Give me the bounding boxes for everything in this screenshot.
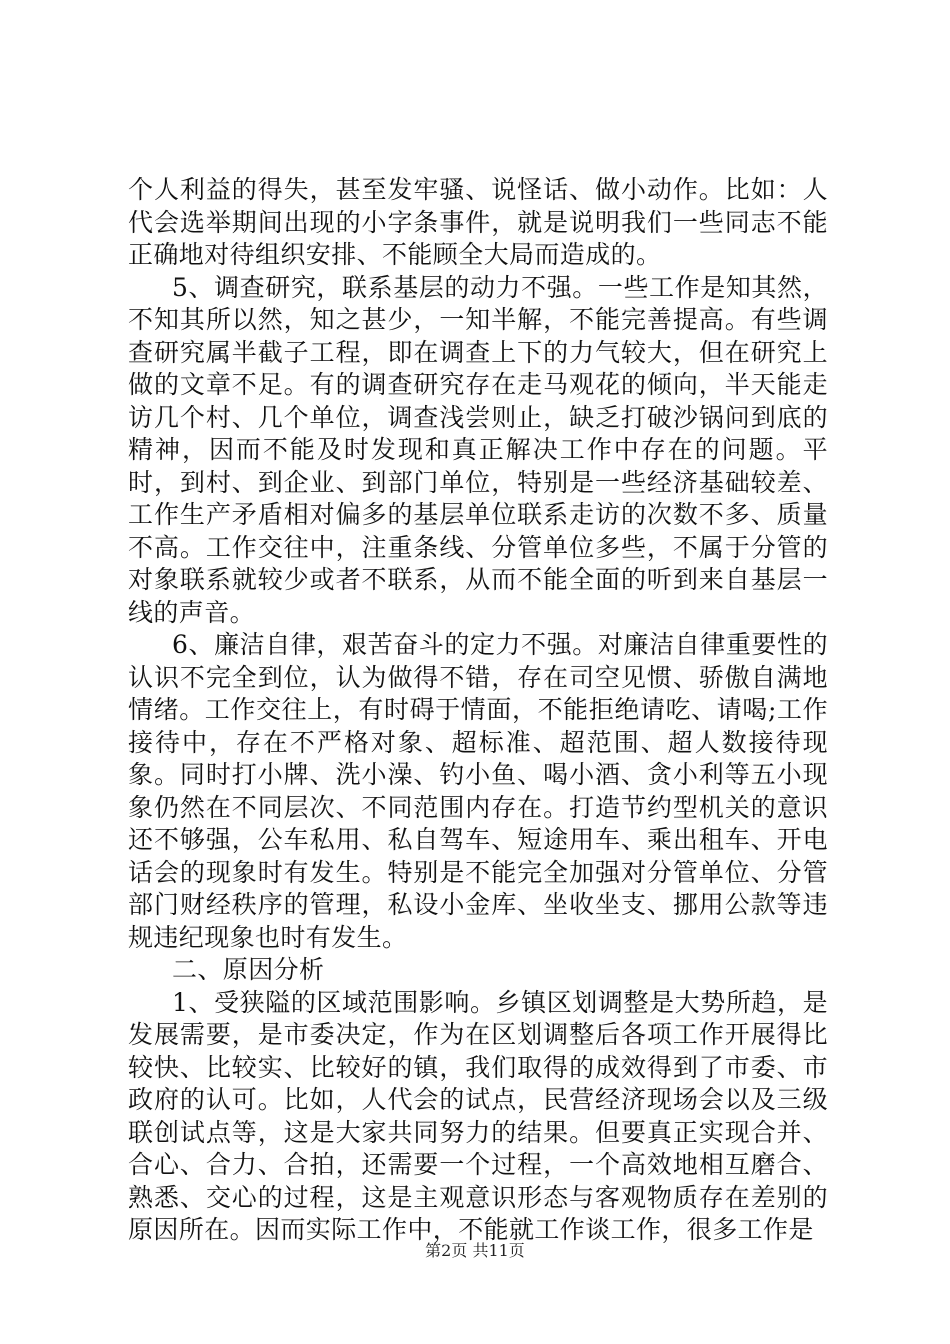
paragraph-cause-1: 1、受狭隘的区域范围影响。乡镇区划调整是大势所趋，是发展需要，是市委决定，作为在区划调整后各项工作开展得比较快、比较实、比较好的镇，我们取得的成效得到了市委、市政府的认可。比如，人代会的试点，民营经济现场会以及三级联创试点等，这是大家共同努力的结果。但要真正实现合并、合心、合力、合拍，还需要一个过程，一个高效地相互磨合、熟悉、交心的过程，这是主观意识形态与客观物质存在差别的原因所在。因而实际工作中，不能就工作谈工作，很多工作是 bbox=[128, 987, 828, 1244]
section-heading: 二、原因分析 bbox=[172, 955, 325, 984]
document-body bbox=[128, 174, 828, 1247]
paragraph-item-6: 6、廉洁自律，艰苦奋斗的定力不强。对廉洁自律重要性的认识不完全到位，认为做得不错，存在司空见惯、骄傲自满地情绪。工作交往上，有时碍于情面，不能拒绝请吃、请喝;工作接待中，存在不严格对象、超标准、超范围、超人数接待现象。同时打小牌、洗小澡、钓小鱼、喝小酒、贪小利等五小现象仍然在不同层次、不同范围内存在。打造节约型机关的意识还不够强，公车私用、私自驾车、短途用车、乘出租车、开电话会的现象时有发生。特别是不能完全加强对分管单位、分管部门财经秩序的管理，私设小金库、坐收坐支、挪用公款等违规违纪现象也时有发生。 bbox=[128, 630, 828, 952]
paragraph-item-5: 5、调查研究，联系基层的动力不强。一些工作是知其然，不知其所以然，知之甚少，一知半解，不能完善提高。有些调查研究属半截子工程，即在调查上下的力气较大，但在研究上做的文章不足。有的调查研究存在走马观花的倾向，半天能走访几个村、几个单位，调查浅尝则止，缺乏打破沙锅问到底的精神，因而不能及时发现和真正解决工作中存在的问题。平时，到村、到企业、到部门单位，特别是一些经济基础较差、工作生产矛盾相对偏多的基层单位联系走访的次数不多、质量不高。工作交往中，注重条线、分管单位多些，不属于分管的对象联系就较少或者不联系，从而不能全面的听到来自基层一线的声音。 bbox=[128, 272, 828, 627]
page-number-footer: 第2页 共11页 bbox=[425, 1241, 525, 1260]
paragraph-continuation: 个人利益的得失，甚至发牢骚、说怪话、做小动作。比如：人代会选举期间出现的小字条事件，就是说明我们一些同志不能正确地对待组织安排、不能顾全大局而造成的。 bbox=[128, 175, 828, 269]
